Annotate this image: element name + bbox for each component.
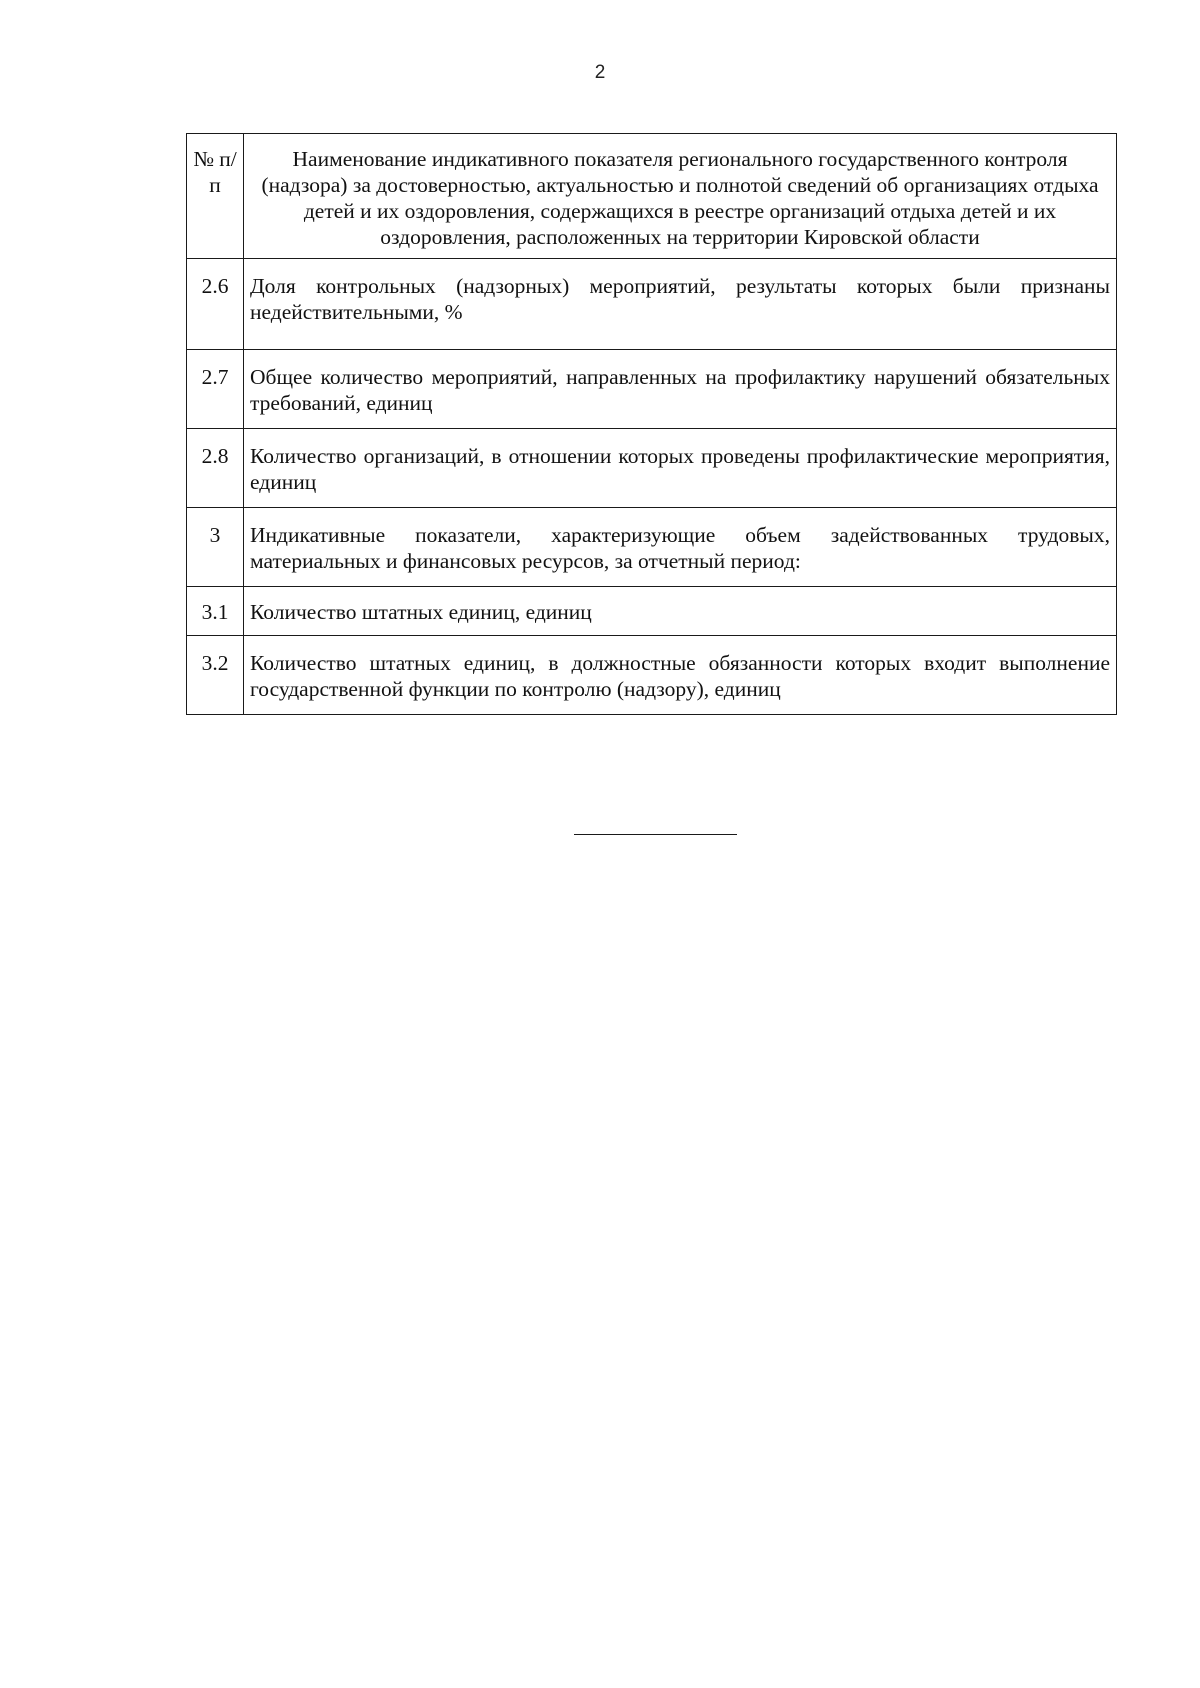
table-row: [187, 429, 1117, 508]
row-indicator-text: Доля контрольных (надзорных) мероприятий, результаты которых были признаны недействительными, %: [244, 259, 1117, 350]
table-row: [187, 587, 1117, 636]
table-row: [187, 636, 1117, 715]
row-number: 2.8: [187, 429, 244, 508]
row-number: 2.6: [187, 259, 244, 350]
row-number: 3.1: [187, 587, 244, 636]
row-indicator-text: Общее количество мероприятий, направленных на профилактику нарушений обязательных требований, единиц: [244, 350, 1117, 429]
end-of-document-rule: [574, 834, 737, 835]
row-indicator-text: Количество организаций, в отношении которых проведены профилактические мероприятия, единиц: [244, 429, 1117, 508]
table-row: [187, 508, 1117, 587]
header-name-cell: Наименование индикативного показателя регионального государственного контроля (надзора) за достоверностью, актуальностью и полнотой сведений об организациях отдыха детей и их оздоровления, содержащихся в реестре организаций отдыха детей и их оздоровления, расположенных на территории Кировской области: [244, 134, 1117, 259]
row-indicator-text: Индикативные показатели, характеризующие объем задействованных трудовых, материальных и финансовых ресурсов, за отчетный период:: [244, 508, 1117, 587]
page-number: 2: [594, 62, 606, 83]
table-row: [187, 350, 1117, 429]
table-row: [187, 259, 1117, 350]
row-number: 2.7: [187, 350, 244, 429]
indicator-table: [186, 133, 1117, 715]
row-number: 3: [187, 508, 244, 587]
table-header-row: [187, 134, 1117, 259]
row-number: 3.2: [187, 636, 244, 715]
row-indicator-text: Количество штатных единиц, в должностные обязанности которых входит выполнение государственной функции по контролю (надзору), единиц: [244, 636, 1117, 715]
header-number-cell: № п/п: [187, 134, 244, 259]
row-indicator-text: Количество штатных единиц, единиц: [244, 587, 1117, 636]
